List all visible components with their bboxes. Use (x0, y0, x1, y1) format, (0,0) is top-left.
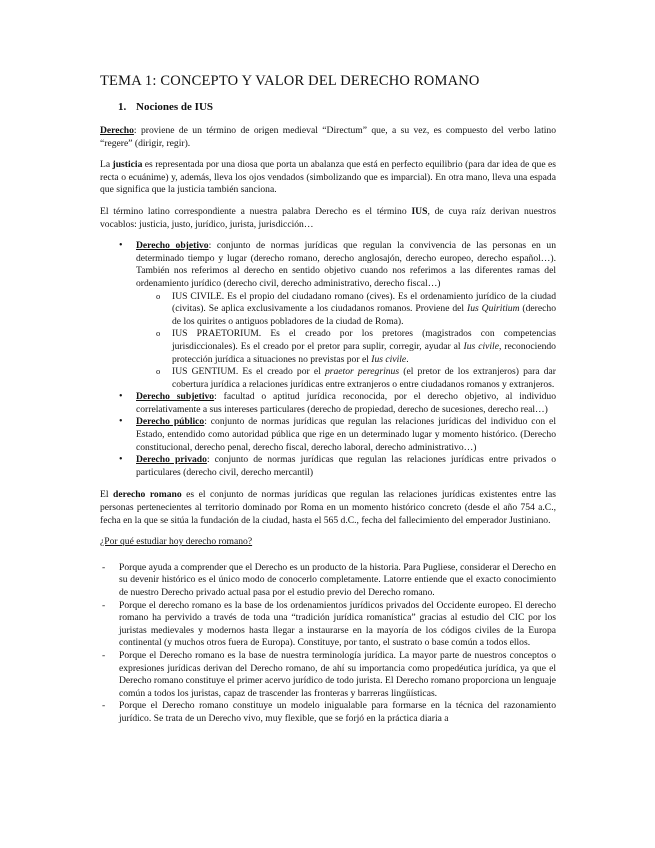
list-item-text: : facultad o aptitud jurídica reconocida, por el derecho objetivo, al individuo correlativamente a sus intereses particulares (derecho de propiedad, derecho de sucesiones, derecho real…) (136, 391, 557, 415)
term-derecho-privado: Derecho privado (136, 454, 207, 466)
list-item-text: IUS GENTIUM. Es el creado por el (172, 366, 325, 378)
term-derecho-objetivo: Derecho objetivo (136, 240, 209, 252)
reason-item: - Porque el Derecho romano constituye un modelo inigualable para formarse en la técnica del razonamiento jurídico. Se trata de un Derecho vivo, muy flexible, que se forjó en la práctica diaria a (100, 700, 556, 725)
list-item-text: IUS CIVILE. Es el propio del ciudadano romano (cives). Es el ordenamiento jurídico de la ciudad (civitas). Se aplica exclusivamente a los ciudadanos romanos. Proviene del (172, 290, 556, 315)
sublist-item (136, 366, 556, 391)
list-item-text: : conjunto de normas jurídicas que regulan las relaciones jurídicas del individuo con el Estado, entendido como autoridad pública que rige en un determinado lugar y momento histórico. (Derecho constitucional, derecho penal, derecho fiscal, derecho laboral, derecho administrativo…) (136, 416, 556, 453)
term-derecho: Derecho (100, 125, 134, 136)
sublist-item (136, 328, 556, 366)
term-justicia: justicia (112, 159, 143, 171)
list-item (100, 416, 556, 454)
list-item-text: (el pretor de los extranjeros) para dar cobertura jurídica a relaciones jurídicas entre extranjeros o entre ciudadanos romanos y extranjeros. (172, 366, 556, 390)
paragraph-text: La (100, 159, 113, 171)
term-derecho-romano: derecho romano (113, 489, 182, 501)
term-derecho-publico: Derecho público (136, 416, 205, 428)
definitions-list (100, 240, 556, 479)
paragraph-derecho-romano (100, 489, 556, 527)
reason-item: - Porque ayuda a comprender que el Derecho es un producto de la historia. Para Pugliese, considerar el Derecho en su devenir histórico es el único modo de conocerlo completamente. Latorre entiende que el exacto conocimiento de nuestro Derecho privado actual pasa por el estudio previo del Derecho romano. (100, 562, 556, 600)
paragraph-text: El término latino correspondiente a nuestra palabra Derecho es el término (100, 205, 412, 217)
paragraph-ius (100, 206, 556, 231)
section-heading (118, 100, 556, 114)
list-item-text: . (406, 353, 409, 365)
reason-item: - Porque el derecho romano es la base de los ordenamientos jurídicos privados del Occidente europeo. El derecho romano ha pervivido a través de toda una “tradición jurídica romanística” gracias al estudio del CIC por los juristas medievales y modernos hasta llegar a instaurarse en la mayoría de los códigos civiles de la Europa continental (y muchos otros fuera de Europa). Constituye, por tanto, el sustrato o base común a todos ellos. (100, 600, 556, 650)
sublist (136, 291, 556, 392)
list-item (100, 391, 556, 416)
paragraph-justicia (100, 159, 556, 197)
list-item-emphasis: praetor peregrinus (324, 366, 400, 378)
paragraph-text: : proviene de un término de origen medieval “Directum” que, a su vez, es compuesto del verbo latino “regere” (dirigir, regir). (100, 125, 556, 149)
list-item (100, 454, 556, 479)
list-item-emphasis: Ius Quiritium (467, 303, 520, 315)
list-item-text: (derecho de los quirites o antiguos pobladores de la ciudad de Roma). (172, 303, 556, 327)
reason-item: - Porque el Derecho romano es la base de nuestra terminología jurídica. La mayor parte de nuestros conceptos o expresiones jurídicas derivan del Derecho romano, de ahí su importancia como propedéutica jurídica, ya que el Derecho romano constituye el primer acervo jurídico de todo jurista. El Derecho romano proporciona un lenguaje común a todos los juristas, capaz de trascender las fronteras y barreras lingüísticas. (100, 650, 556, 700)
section-label: Nociones de IUS (136, 101, 214, 113)
paragraph-text: El (100, 489, 114, 501)
term-ius: IUS (411, 205, 428, 217)
paragraph-text: es el conjunto de normas jurídicas que regulan las relaciones jurídicas existentes entre las personas pertenecientes al territorio dominado por Roma en un momento histórico concreto (desde el año 754 a.C., fecha en la que se sitúa la fundación de la ciudad, hasta el 565 d.C., fecha del fallecimiento del emperador Justiniano. (100, 489, 556, 526)
paragraph-derecho (100, 125, 556, 150)
term-derecho-subjetivo: Derecho subjetivo (136, 391, 215, 403)
page-title: TEMA 1: CONCEPTO Y VALOR DEL DERECHO ROMANO (100, 73, 480, 89)
list-item-emphasis: Ius civile (371, 353, 407, 365)
list-item-text: , reconociendo protección jurídica a situaciones no previstas por el (172, 340, 556, 365)
list-item-emphasis: Ius civile (463, 340, 499, 352)
list-item (100, 240, 556, 391)
question-heading: ¿Por qué estudiar hoy derecho romano? (100, 536, 253, 548)
reasons-list (100, 562, 556, 726)
list-item-text: IUS PRAETORIUM. Es el creado por los pretores (magistrados con competencias jurisdiccionales). Es el creado por el pretor para suplir, corregir, ayudar al (172, 328, 556, 352)
section-number: 1. (118, 101, 127, 113)
list-item-text: : conjunto de normas jurídicas que regulan las relaciones jurídicas entre privados o particulares (derecho civil, derecho mercantil) (136, 454, 556, 478)
sublist-item (136, 291, 556, 329)
document-body (100, 72, 556, 726)
list-item-text: : conjunto de normas jurídicas que regulan la convivencia de las personas en un determinado tiempo y lugar (derecho romano, derecho anglosajón, derecho europeo, derecho español…). También nos referimos al derecho en sentido objetivo cuando nos referimos a las diferentes ramas del ordenamiento jurídico (derecho civil, derecho administrativo, derecho fiscal…) (136, 240, 556, 289)
paragraph-text: , de cuya raíz derivan nuestros vocablos: justicia, justo, jurídico, jurista, jurisdicción… (100, 205, 556, 230)
paragraph-text: es representada por una diosa que porta un abalanza que está en perfecto equilibrio (para dar idea de que es recta o ecuánime) y, además, lleva los ojos vendados (simbolizando que es imparcial). En otra mano, lleva una espada que significa que la justicia también sanciona. (100, 159, 556, 196)
